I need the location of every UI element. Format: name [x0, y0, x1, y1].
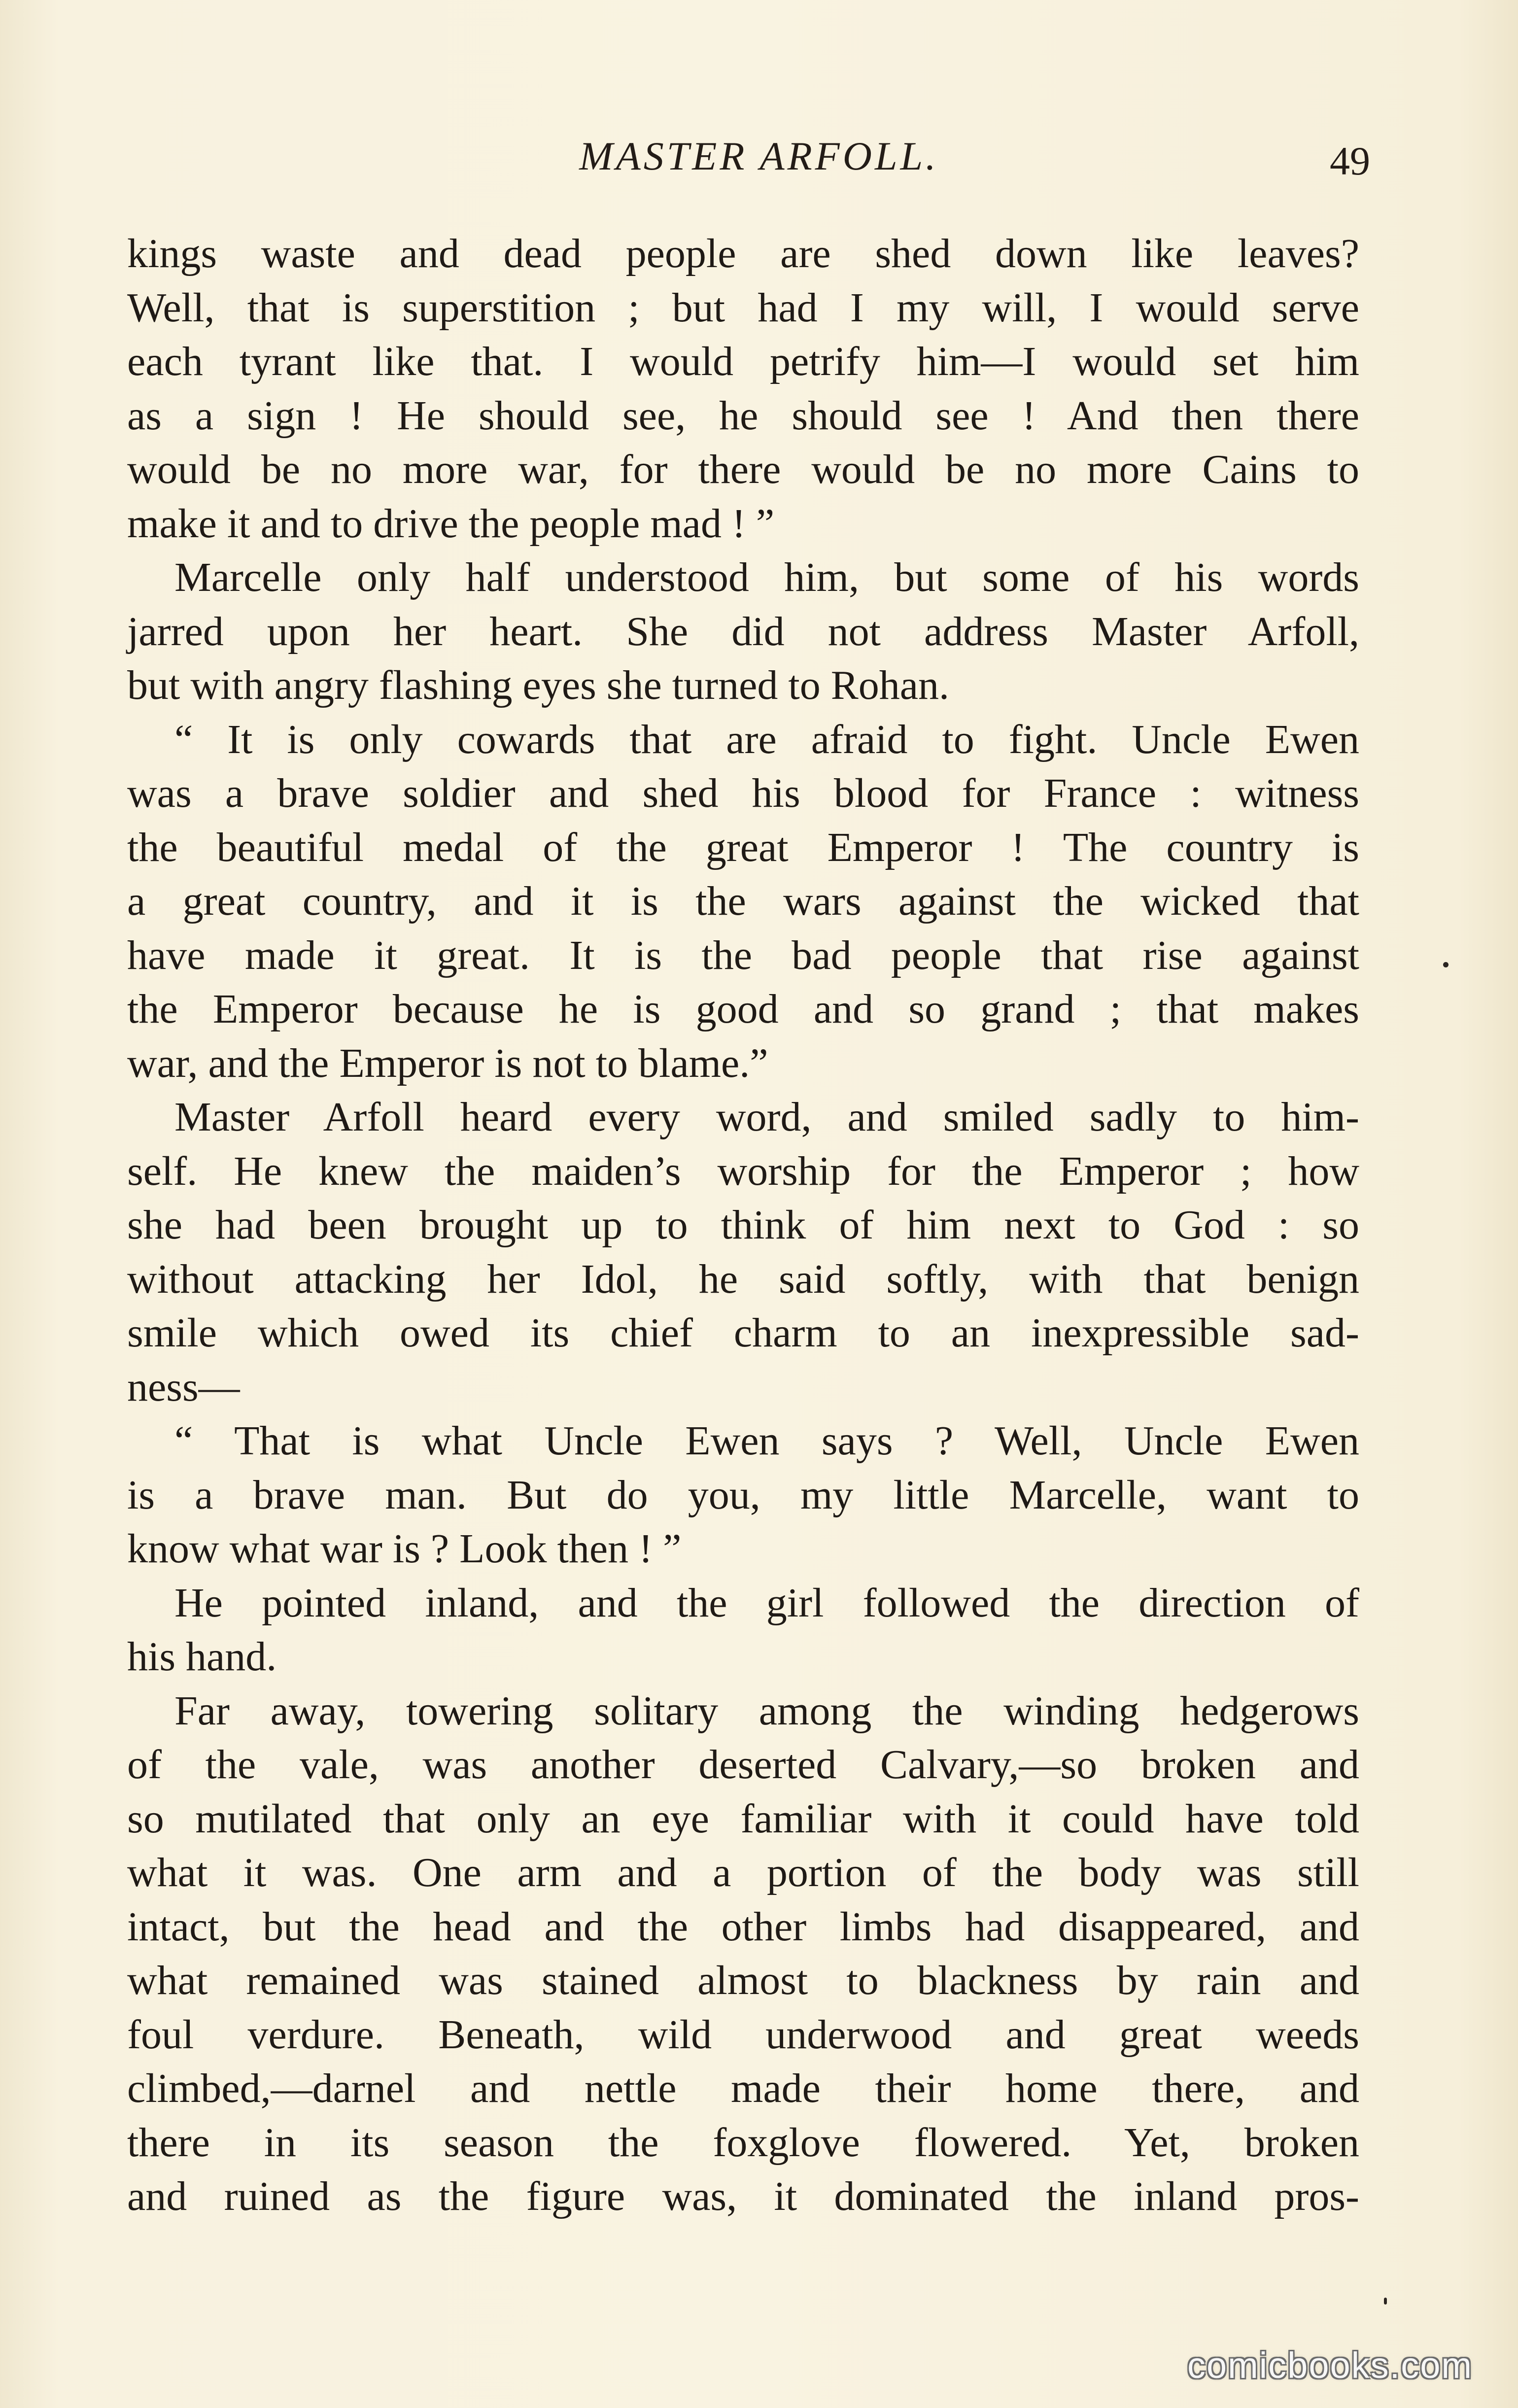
text-line: smile which owed its chief charm to an inexpressible sad-: [127, 1310, 1359, 1356]
text-line: Marcelle only half understood him, but some of his words: [174, 554, 1359, 600]
text-line: Well, that is superstition ; but had I my will, I would serve: [127, 284, 1359, 331]
text-line: war, and the Emperor is not to blame.”: [127, 1040, 768, 1086]
text-line: the beautiful medal of the great Emperor ! The country is: [127, 824, 1359, 870]
text-line: know what war is ? Look then ! ”: [127, 1526, 682, 1572]
text-line: intact, but the head and the other limbs had disappeared, and: [127, 1903, 1359, 1950]
text-line: climbed,—darnel and nettle made their home there, and: [127, 2065, 1359, 2111]
text-line: what remained was stained almost to blackness by rain and: [127, 1958, 1359, 2003]
text-line: the Emperor because he is good and so grand ; that makes: [127, 986, 1359, 1032]
text-line: ness—: [127, 1364, 240, 1410]
text-line: Far away, towering solitary among the winding hedgerows: [174, 1687, 1359, 1734]
text-line: “ That is what Uncle Ewen says ? Well, Uncle Ewen: [174, 1418, 1359, 1464]
text-line: and ruined as the figure was, it dominated the inland pros-: [127, 2173, 1359, 2219]
text-line: kings waste and dead people are shed down like leaves?: [127, 231, 1359, 276]
text-line: what it was. One arm and a portion of the body was still: [127, 1850, 1359, 1895]
running-head: [0, 128, 1518, 187]
text-line: there in its season the foxglove flowered. Yet, broken: [127, 2119, 1359, 2166]
text-line: she had been brought up to think of him next to God : so: [127, 1202, 1359, 1248]
text-line: have made it great. It is the bad people that rise against: [127, 932, 1359, 978]
text-line: of the vale, was another deserted Calvary,—so broken and: [127, 1742, 1359, 1788]
text-line: was a brave soldier and shed his blood for France : witness: [127, 770, 1359, 816]
text-line: but with angry flashing eyes she turned to Rohan.: [127, 662, 950, 708]
text-line: foul verdure. Beneath, wild underwood and great weeds: [127, 2011, 1359, 2058]
running-title: MASTER ARFOLL.: [579, 134, 939, 178]
text-line: would be no more war, for there would be no more Cains to: [127, 447, 1359, 492]
text-line: as a sign ! He should see, he should see ! And then there: [127, 392, 1359, 439]
body-text: [127, 227, 1359, 2224]
text-line: jarred upon her heart. She did not address Master Arfoll,: [127, 608, 1359, 654]
page-number: 49: [1330, 138, 1370, 183]
ink-speck: [1384, 2298, 1387, 2305]
text-line: self. He knew the maiden’s worship for the Emperor ; how: [127, 1148, 1359, 1194]
text-line: his hand.: [127, 1634, 277, 1680]
text-line: a great country, and it is the wars against the wicked that: [127, 878, 1359, 924]
text-line: Master Arfoll heard every word, and smiled sadly to him-: [174, 1094, 1359, 1140]
text-line: He pointed inland, and the girl followed the direction of: [174, 1580, 1359, 1626]
text-line: each tyrant like that. I would petrify him—I would set him: [127, 339, 1359, 384]
text-line: make it and to drive the people mad ! ”: [127, 500, 775, 547]
ink-speck: [1443, 962, 1449, 967]
text-line: is a brave man. But do you, my little Marcelle, want to: [127, 1472, 1359, 1518]
text-line: without attacking her Idol, he said softly, with that benign: [127, 1256, 1359, 1302]
watermark-logo: comicbooks.com: [1187, 2345, 1473, 2386]
text-line: “ It is only cowards that are afraid to fight. Uncle Ewen: [174, 716, 1359, 762]
text-line: so mutilated that only an eye familiar with it could have told: [127, 1795, 1359, 1842]
